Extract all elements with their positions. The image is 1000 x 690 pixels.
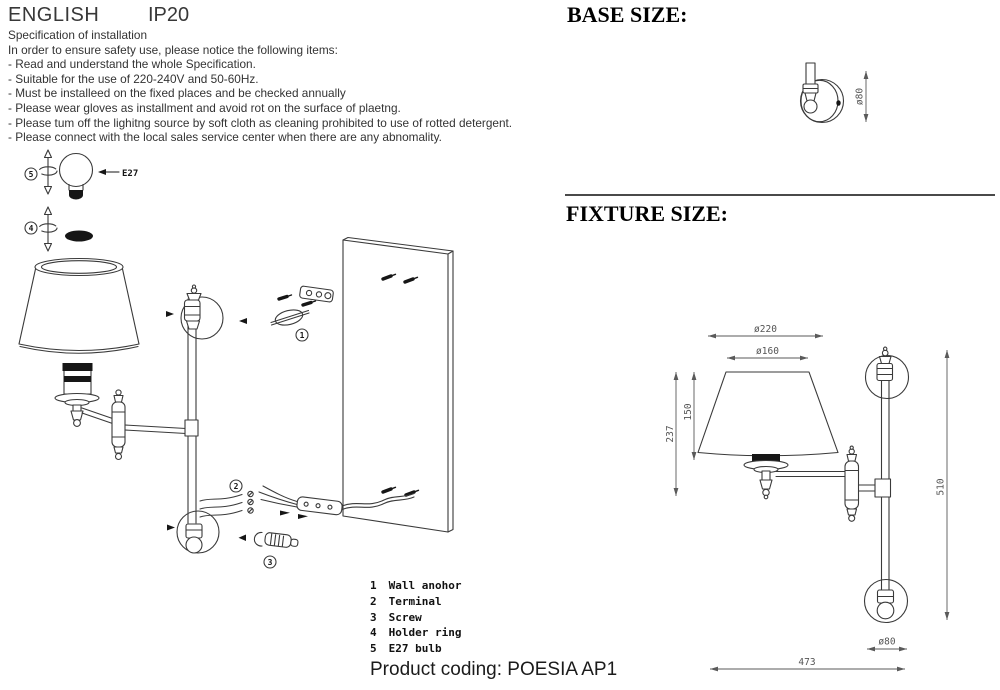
parts-list-item	[370, 594, 461, 610]
bulb-type-label: E27	[122, 169, 139, 179]
step-4-label: 4	[28, 223, 34, 233]
section-divider	[565, 194, 995, 196]
assembly-arrow	[239, 535, 247, 542]
dim-total-height: 510	[935, 478, 947, 496]
part-name: Wall anohor	[388, 579, 462, 592]
step-1-bracket-group	[271, 286, 334, 341]
dim-shade-height: 150	[683, 403, 694, 421]
screw-rotate-icon	[39, 207, 57, 251]
assembly-arrow	[166, 311, 174, 317]
holder-ring-icon	[65, 231, 93, 242]
step-3-screw-group	[239, 532, 299, 568]
parts-list-item	[370, 641, 461, 657]
spec-item: - Please connect with the local sales service center when there are any abnomality.	[8, 130, 442, 145]
language-label: ENGLISH	[8, 4, 100, 26]
spec-text-block	[8, 28, 553, 145]
step-1-label: 1	[299, 330, 305, 340]
product-coding: Product coding: POESIA AP1	[370, 659, 618, 680]
spec-title: Specification of installation	[8, 28, 148, 42]
step-5-bulb-group	[25, 150, 138, 200]
spec-item: - Please tum off the lighitng source by soft cloth as cleaning prohibited to use of rotted detergent.	[8, 115, 513, 130]
step-4-ring-group	[25, 207, 93, 251]
dim-base-diameter: ø80	[878, 636, 896, 648]
part-number: 4	[370, 626, 377, 640]
dim-shade-top: ø160	[756, 346, 779, 357]
step-5-label: 5	[28, 169, 34, 179]
wall-lamp-drawing	[19, 259, 247, 554]
parts-list-item	[370, 578, 461, 594]
part-name: Holder ring	[388, 626, 462, 640]
ip-rating-label: IP20	[148, 4, 190, 26]
fixture-front-view	[698, 347, 909, 622]
part-number: 1	[370, 579, 377, 592]
bulb-icon	[60, 154, 93, 200]
part-number: 3	[370, 610, 377, 624]
wall-panel	[343, 238, 453, 533]
spec-item: - Please wear gloves as installment and avoid rot on the surface of plaetng.	[8, 100, 401, 115]
fixture-size-drawing	[650, 320, 975, 685]
assembly-arrow	[239, 318, 247, 324]
part-name: Terminal	[388, 594, 442, 608]
spec-intro: In order to ensure safety use, please notice the following items:	[8, 42, 338, 57]
base-size-drawing	[780, 52, 895, 152]
step-2-label: 2	[233, 481, 239, 491]
fixture-size-title: FIXTURE SIZE:	[566, 201, 728, 226]
parts-list-item	[370, 625, 461, 641]
installation-diagram	[0, 148, 470, 580]
part-name: Screw	[388, 610, 422, 624]
screw-rotate-icon	[39, 150, 57, 194]
step-3-label: 3	[267, 557, 273, 567]
base-side-view	[801, 63, 844, 123]
base-d80-label: ø80	[854, 87, 866, 106]
base-size-title: BASE SIZE:	[567, 2, 688, 27]
dim-shade-bottom: ø220	[754, 324, 777, 335]
base-diameter-dim	[855, 71, 867, 122]
terminal-block-icon	[296, 496, 342, 515]
part-number: 5	[370, 642, 377, 656]
screw-icon	[264, 532, 298, 548]
spec-item: - Read and understand the whole Specification.	[8, 57, 256, 72]
spec-item: - Must be installeed on the fixed places and be checked annually	[8, 86, 346, 101]
dim-head-height: 237	[665, 425, 676, 443]
part-name: E27 bulb	[388, 642, 442, 656]
parts-list	[370, 578, 461, 657]
spec-item: - Suitable for the use of 220-240V and 50-60Hz.	[8, 71, 259, 86]
assembly-arrow	[167, 525, 175, 531]
part-number: 2	[370, 594, 377, 608]
dim-total-width: 473	[798, 657, 816, 668]
parts-list-item	[370, 610, 461, 626]
